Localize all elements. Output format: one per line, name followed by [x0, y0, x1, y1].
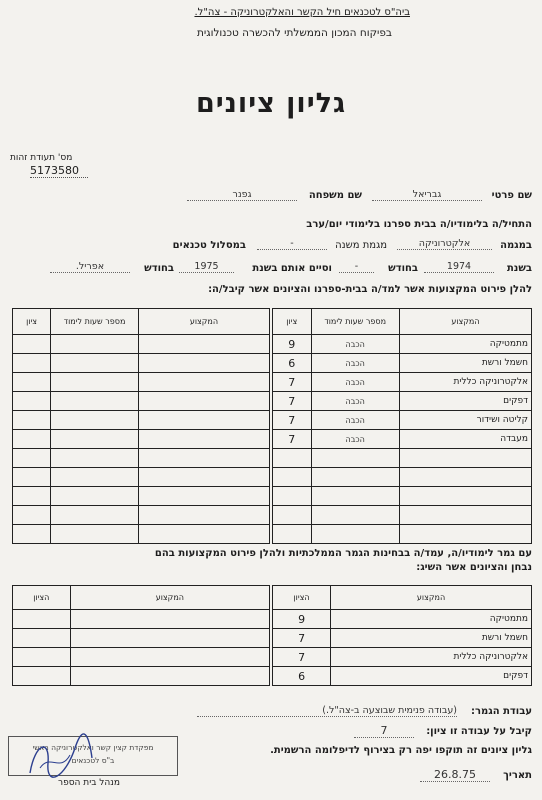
end-month-value: אפריל.	[50, 261, 130, 273]
hours-cell: הכבה	[311, 411, 399, 430]
started-line: התחיל/ה בלימודיו/ה בבית ספרנו בלימודי יום/ערב	[306, 219, 532, 230]
subject-cell: אלקטרוניקה כללית	[399, 373, 531, 392]
exam-subject-cell: דפקים	[331, 667, 532, 686]
table-row	[273, 667, 532, 686]
date-value: 26.8.75	[420, 768, 490, 782]
finish-label: וסיים אותם בשנת	[252, 263, 332, 274]
start-month-value: -	[339, 261, 374, 273]
date-label: תאריך	[503, 770, 532, 781]
final-grade-label: קיבל על עבודה זו ציון:	[426, 726, 532, 737]
grade-cell: 7	[273, 411, 312, 430]
subject-cell: דפקים	[399, 392, 531, 411]
table-row	[273, 610, 532, 629]
table-row	[273, 648, 532, 667]
start-year-value: 1974	[424, 261, 494, 273]
grade-cell: 7	[273, 392, 312, 411]
subject-header: המקצוע	[138, 309, 269, 335]
hours-cell: הכבה	[311, 335, 399, 354]
table-row	[273, 335, 532, 354]
subject-cell: מעבדה	[399, 430, 531, 449]
major-value: אלקטרוניקה	[397, 238, 492, 250]
table-row	[273, 392, 532, 411]
subject-header: המקצוע	[399, 309, 531, 335]
final-grade-value: 7	[354, 724, 414, 738]
signature-scribble	[20, 733, 100, 783]
stamp-line1: מפקדת קצין קשר ואלקטרוניקה ראשי	[32, 743, 154, 752]
school-name-header: ביה"ס לטכנאים חיל הקשר והאלקטרוניקה - צה"ל.	[194, 7, 410, 18]
subject-cell: מתמטיקה	[399, 335, 531, 354]
family-name-value: גפנר	[187, 189, 297, 201]
end-year-value: 1975	[179, 261, 234, 273]
exam-grade-cell: 7	[273, 648, 331, 667]
validity-note: גליון ציונים זה תוקפו יפה רק בצירוף לדיפלומה הרשמית.	[270, 745, 532, 756]
table-row	[273, 354, 532, 373]
start-month-label: בחודש	[388, 263, 418, 274]
exam-grade-cell: 9	[273, 610, 331, 629]
sub-major-value: -	[257, 238, 327, 250]
table-row	[273, 487, 532, 506]
grade-header: ציון	[273, 309, 312, 335]
exam-grade-header: הציון	[273, 586, 331, 610]
end-month-label: בחודש	[144, 263, 174, 274]
grade-cell: 9	[273, 335, 312, 354]
exam-subject-cell: חשמל ורשת	[331, 629, 532, 648]
exam-grades-table	[272, 585, 532, 686]
sub-major-label: מגמת משנה	[335, 240, 387, 251]
final-project-value: (עבודה פנימית שבוצעה ב-צה"ל.)	[197, 705, 457, 717]
exam-grade-cell: 7	[273, 629, 331, 648]
first-name-label: שם פרטי	[491, 190, 532, 201]
hours-header: מספר שעות לימוד	[311, 309, 399, 335]
hours-cell: הכבה	[311, 392, 399, 411]
table-row	[273, 411, 532, 430]
major-label: במגמה	[500, 240, 532, 251]
table-row	[273, 373, 532, 392]
document-title: גליון ציונים	[195, 88, 347, 119]
hours-header: מספר שעות לימוד	[51, 309, 139, 335]
stamp-line2: ב"ס לטכנאים	[71, 756, 115, 765]
id-number-label: מס' תעודת זהות	[10, 153, 73, 163]
exam-subject-cell: מתמטיקה	[331, 610, 532, 629]
id-number-value: 5173580	[30, 164, 88, 178]
hours-cell: הכבה	[311, 354, 399, 373]
exam-subject-header: המקצוע	[331, 586, 532, 610]
studied-subjects-table	[272, 308, 532, 544]
exam-grade-header: הציון	[13, 586, 71, 610]
start-year-label: בשנת	[506, 263, 532, 274]
table-row	[273, 449, 532, 468]
subject-cell: קליטה ושידור	[399, 411, 531, 430]
studied-subjects-table-continued	[12, 308, 270, 544]
grade-cell: 7	[273, 373, 312, 392]
exams-intro-line1: עם גמר לימודיו/ה, עמד/ה בבחינות הגמר הממלכתיות ולהלן פירוט המקצועות בהם	[154, 548, 532, 559]
final-project-label: עבודת הגמר:	[471, 706, 532, 717]
table-row	[273, 430, 532, 449]
grade-cell: 6	[273, 354, 312, 373]
principal-label: מנהל בית הספר	[58, 778, 120, 788]
hours-cell: הכבה	[311, 373, 399, 392]
exam-grade-cell: 6	[273, 667, 331, 686]
subjects-intro: להלן פירוט המקצועות אשר למד/ה בבית-ספרנו והציונים אשר קיבל/ה:	[208, 284, 532, 295]
exams-intro-line2: נבחן והציונים אשר השיג:	[416, 562, 532, 573]
family-name-label: שם משפחה	[308, 190, 362, 201]
hours-cell: הכבה	[311, 430, 399, 449]
first-name-value: גבריאל	[372, 189, 482, 201]
exam-grades-table-continued	[12, 585, 270, 686]
table-row	[273, 468, 532, 487]
grade-header: ציון	[13, 309, 51, 335]
table-row	[273, 506, 532, 525]
table-row	[273, 525, 532, 544]
grade-cell: 7	[273, 430, 312, 449]
exam-subject-cell: אלקטרוניקה כללית	[331, 648, 532, 667]
track-label: במסלול טכנאים	[172, 240, 246, 251]
supervision-header: בפיקוח המכון הממשלתי להכשרה טכנולוגית	[197, 27, 392, 39]
table-row	[273, 629, 532, 648]
exam-subject-header: המקצוע	[70, 586, 269, 610]
subject-cell: חשמל ורשת	[399, 354, 531, 373]
